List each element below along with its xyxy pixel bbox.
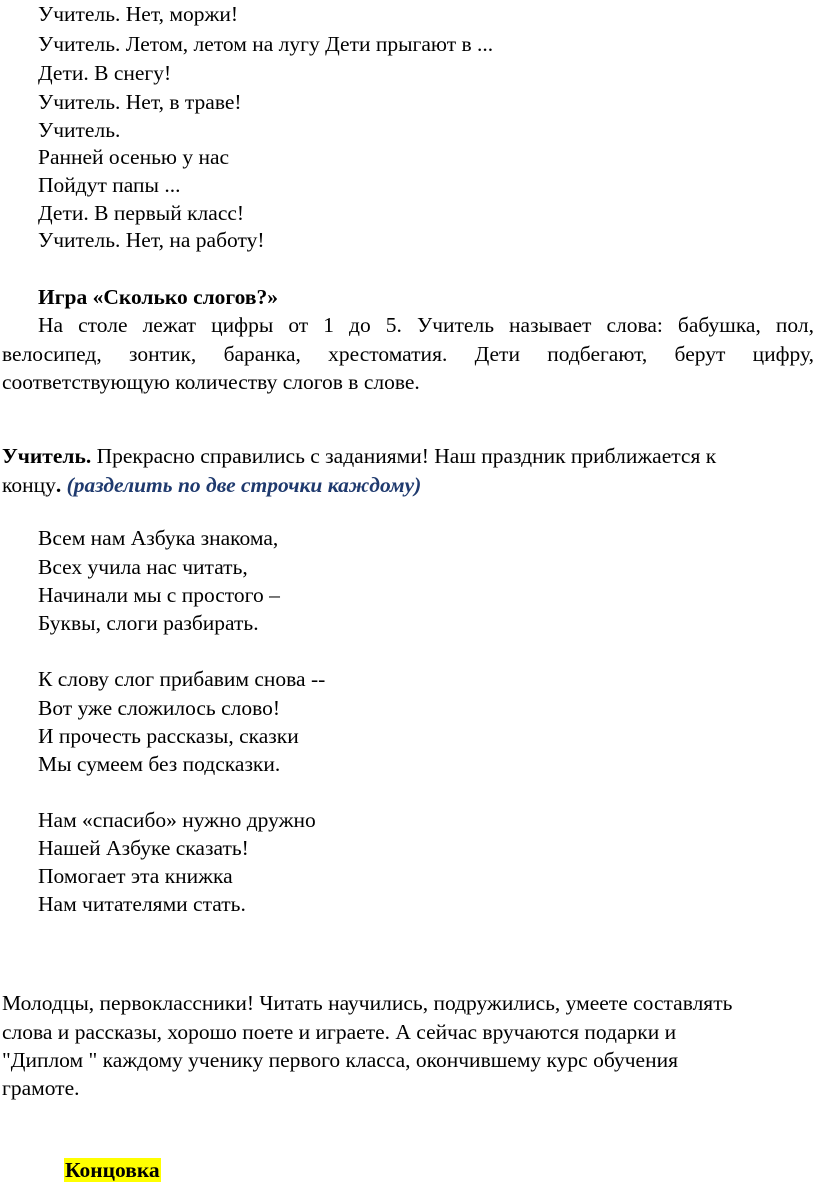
poem-line: Мы сумеем без подсказки.	[38, 752, 281, 776]
teacher-remark-line	[2, 442, 716, 470]
stage-note: (разделить по две строчки каждому)	[61, 473, 422, 497]
dialogue-line: Учитель. Нет, моржи!	[38, 2, 238, 26]
poem-line: Нам «спасибо» нужно дружно	[38, 808, 316, 832]
game-title: Игра «Сколько слогов?»	[38, 285, 278, 309]
dialogue-line: Дети. В снегу!	[38, 61, 172, 85]
poem-line: Всех учила нас читать,	[38, 555, 248, 579]
poem-line: Нам читателями стать.	[38, 892, 246, 916]
dialogue-line: Учитель. Летом, летом на лугу Дети прыгают в ...	[38, 32, 494, 56]
dialogue-line: Ранней осенью у нас	[38, 145, 230, 169]
remark-text: Прекрасно справились с заданиями! Наш праздник приближается к	[91, 444, 717, 468]
ending-heading-text: Концовка	[65, 1158, 160, 1182]
dialogue-line: Учитель. Нет, на работу!	[38, 228, 265, 252]
closing-paragraph-line: "Диплом " каждому ученику первого класса, окончившему курс обучения	[2, 1048, 678, 1072]
dialogue-line: Пойдут папы ...	[38, 173, 181, 197]
poem-line: И прочесть рассказы, сказки	[38, 724, 299, 748]
poem-line: Всем нам Азбука знакома,	[38, 526, 279, 550]
game-text-line: велосипед, зонтик, баранка, хрестоматия. Дети подбегают, берут цифру,	[2, 342, 814, 366]
game-text-line: На столе лежат цифры от 1 до 5. Учитель называет слова: бабушка, пол,	[38, 313, 814, 337]
dialogue-line: Дети. В первый класс!	[38, 201, 245, 225]
poem-line: К слову слог прибавим снова --	[38, 667, 326, 691]
poem-line: Начинали мы с простого –	[38, 583, 280, 607]
game-text-line: соответствующую количеству слогов в слове.	[2, 370, 420, 394]
poem-line: Вот уже сложилось слово!	[38, 696, 281, 720]
remark-dot: .	[55, 473, 62, 497]
closing-paragraph-line: грамоте.	[2, 1076, 80, 1100]
closing-paragraph-line: слова и рассказы, хорошо поете и играете. А сейчас вручаются подарки и	[2, 1020, 677, 1044]
poem-line: Нашей Азбуке сказать!	[38, 836, 249, 860]
poem-line: Помогает эта книжка	[38, 864, 233, 888]
dialogue-line: Учитель. Нет, в траве!	[38, 90, 242, 114]
dialogue-line: Учитель.	[38, 118, 121, 142]
teacher-remark-line	[2, 471, 421, 499]
remark-text: концу	[2, 473, 56, 497]
closing-paragraph-line: Молодцы, первоклассники! Читать научились, подружились, умеете составлять	[2, 991, 733, 1015]
speaker-label: Учитель.	[2, 444, 92, 468]
poem-line: Буквы, слоги разбирать.	[38, 611, 259, 635]
ending-heading	[64, 1156, 161, 1184]
